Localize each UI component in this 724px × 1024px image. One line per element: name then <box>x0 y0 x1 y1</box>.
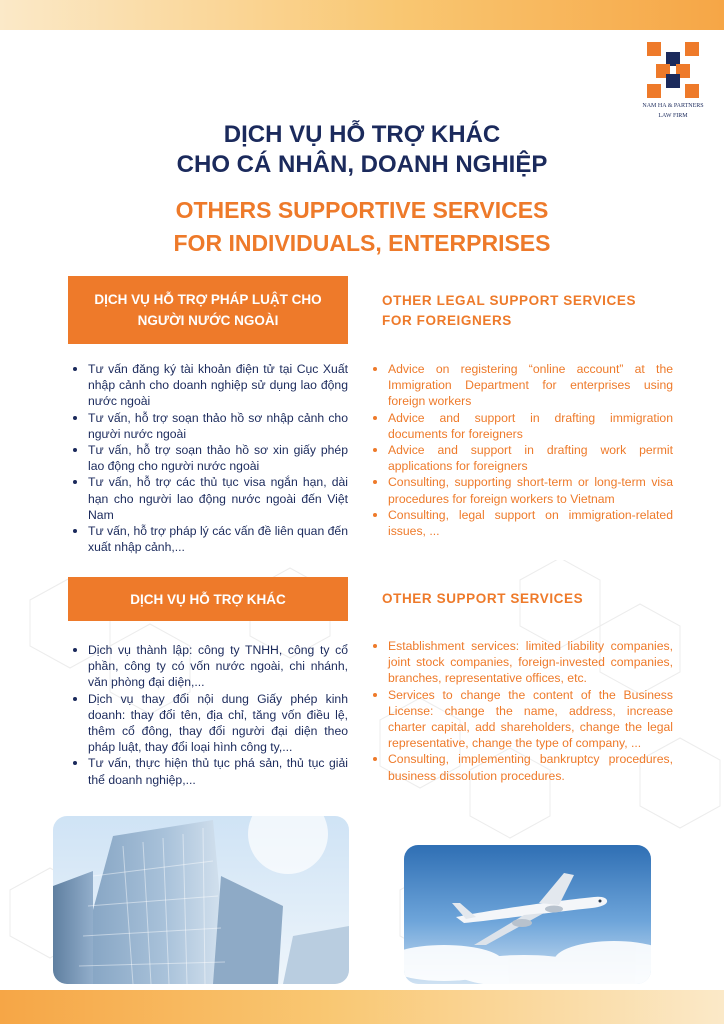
title-vn-line1: DỊCH VỤ HỖ TRỢ KHÁC <box>223 121 501 148</box>
company-logo <box>636 40 710 124</box>
list-item: Consulting, supporting short-term or long-term visa procedures for foreign workers to Vietnam <box>388 475 673 506</box>
office-building-photo <box>53 816 349 984</box>
section1-header-vn-line1: DỊCH VỤ HỖ TRỢ PHÁP LUẬT CHO <box>94 292 322 307</box>
list-item: Advice on registering “online account” at the Immigration Department for enterprises using foreign workers <box>388 362 673 409</box>
top-gradient-bar <box>0 0 724 30</box>
list-item: Tư vấn, hỗ trợ soạn thảo hồ sơ xin giấy phép lao động cho người nước ngoài <box>88 443 348 474</box>
list-item: Dịch vụ thay đổi nội dung Giấy phép kinh doanh: thay đổi tên, địa chỉ, tăng vốn điều lệ, thêm cổ đông, thay đổi người đại diện theo pháp luật, thay đổi loại hình công ty,... <box>88 691 348 755</box>
bottom-gradient-bar <box>0 990 724 1024</box>
title-en-line1: OTHERS SUPPORTIVE SERVICES <box>175 197 549 223</box>
law-firm-logo-icon <box>643 40 703 100</box>
page-title-vietnamese <box>0 120 724 180</box>
list-item: Consulting, implementing bankruptcy procedures, business dissolution procedures. <box>388 752 673 783</box>
list-item: Tư vấn, hỗ trợ các thủ tục visa ngắn hạn, dài hạn cho người lao động nước ngoài đến Việt Nam <box>88 475 348 522</box>
page-title-english <box>0 194 724 260</box>
list-item: Establishment services: limited liability companies, joint stock companies, foreign-invested companies, branches, representative offices, etc. <box>388 639 673 686</box>
list-item: Tư vấn đăng ký tài khoản điện tử tại Cục Xuất nhập cảnh cho doanh nghiệp sử dụng lao động nước ngoài <box>88 362 348 409</box>
list-item: Services to change the content of the Business License: change the name, address, increase charter capital, add shareholders, change the legal representative, change the type of company, ... <box>388 687 673 751</box>
list-item: Tư vấn, hỗ trợ soạn thảo hồ sơ nhập cảnh cho người nước ngoài <box>88 410 348 441</box>
airplane-photo <box>404 845 651 984</box>
title-en-line2: FOR INDIVIDUALS, ENTERPRISES <box>173 230 551 256</box>
logo-subtitle: LAW FIRM <box>658 113 688 119</box>
section1-header-vn-line2: NGƯỜI NƯỚC NGOÀI <box>137 313 279 328</box>
list-item: Dịch vụ thành lập: công ty TNHH, công ty cổ phần, công ty có vốn nước ngoài, chi nhánh, văn phòng đại diện,... <box>88 643 348 690</box>
section1-header-en-line2: FOR FOREIGNERS <box>382 313 512 328</box>
list-item: Advice and support in drafting immigration documents for foreigners <box>388 410 673 441</box>
list-item: Tư vấn, thực hiện thủ tục phá sản, thủ tục giải thể doanh nghiệp,... <box>88 756 348 787</box>
logo-name: NAM HA & PARTNERS <box>642 103 704 109</box>
title-vn-line2: CHO CÁ NHÂN, DOANH NGHIỆP <box>176 151 548 178</box>
section1-header-en-line1: OTHER LEGAL SUPPORT SERVICES <box>382 293 637 308</box>
section1-list-en <box>388 361 673 539</box>
section1-header-vn <box>68 276 348 344</box>
section2-header-vn <box>68 577 348 621</box>
section2-header-vn-text: DỊCH VỤ HỖ TRỢ KHÁC <box>130 591 286 607</box>
section1-list-vn <box>88 361 348 555</box>
section2-list-en <box>388 638 673 784</box>
list-item: Advice and support in drafting work permit applications for foreigners <box>388 443 673 474</box>
list-item: Consulting, legal support on immigration-related issues, ... <box>388 507 673 539</box>
section2-list-vn <box>88 642 348 788</box>
section1-header-en <box>382 291 682 331</box>
list-item: Tư vấn, hỗ trợ pháp lý các vấn đề liên quan đến xuất nhập cảnh,... <box>88 524 348 555</box>
section2-header-en: OTHER SUPPORT SERVICES <box>382 591 584 606</box>
